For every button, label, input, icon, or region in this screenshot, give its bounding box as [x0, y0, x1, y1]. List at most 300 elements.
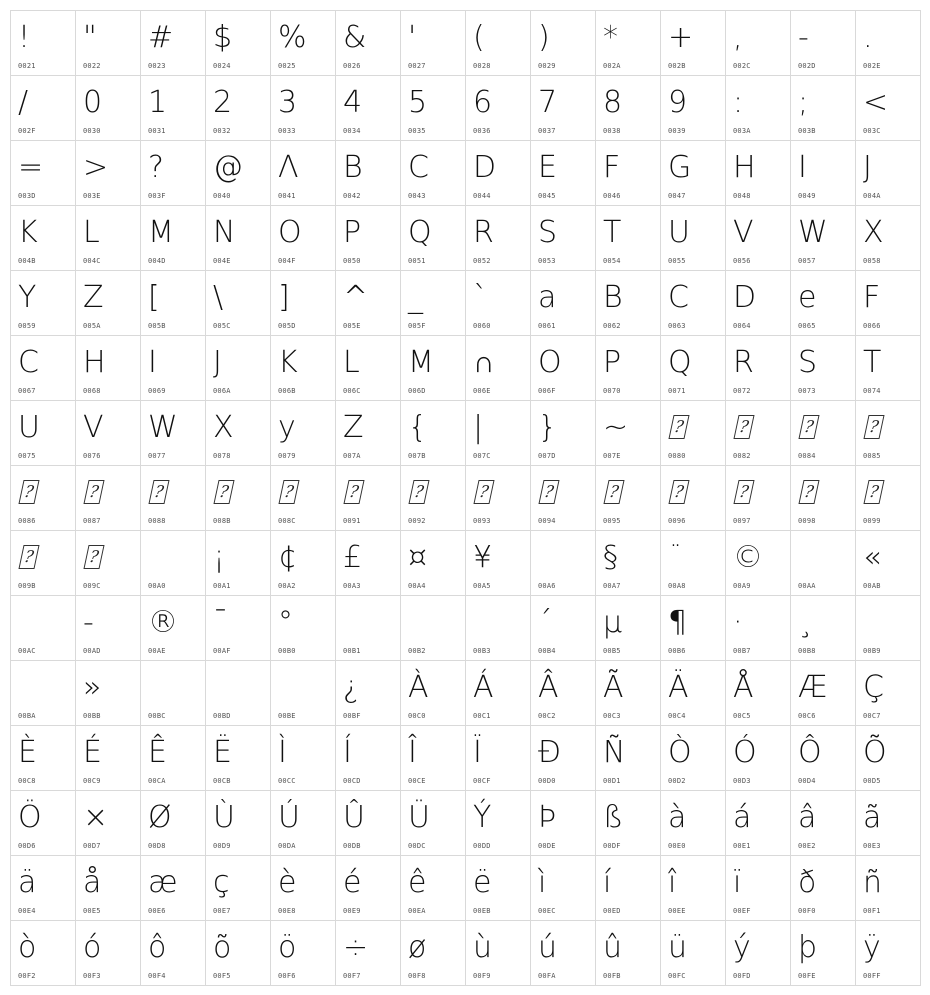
glyph-code-label: 003F — [148, 192, 166, 200]
glyph-sample: ¥ — [473, 540, 493, 575]
glyph-sample: 6 — [473, 85, 493, 120]
glyph-sample: ° — [278, 605, 293, 640]
glyph-code-label: 0022 — [83, 62, 101, 70]
glyph-code-label: 00DC — [408, 842, 426, 850]
missing-glyph-box: ? — [83, 545, 104, 569]
glyph-cell — [206, 921, 271, 986]
glyph-code-label: 00F8 — [408, 972, 426, 980]
glyph-code-label: 00D6 — [18, 842, 36, 850]
glyph-cell — [76, 271, 141, 336]
glyph-cell — [271, 401, 336, 466]
glyph-sample: Ù — [213, 800, 235, 835]
glyph-sample: K — [18, 215, 38, 250]
glyph-sample: Ä — [668, 670, 689, 705]
glyph-cell — [11, 11, 76, 76]
glyph-cell — [531, 141, 596, 206]
glyph-code-label: 00D3 — [733, 777, 751, 785]
glyph-cell — [336, 271, 401, 336]
glyph-code-label: 00D8 — [148, 842, 166, 850]
glyph-sample: , — [733, 20, 743, 55]
glyph-sample: Y — [18, 280, 37, 315]
glyph-code-label: 00EB — [473, 907, 491, 915]
glyph-sample: æ — [148, 865, 178, 900]
glyph-code-label: 00C9 — [83, 777, 101, 785]
glyph-sample: È — [18, 735, 37, 770]
glyph-cell — [401, 206, 466, 271]
glyph-cell — [531, 336, 596, 401]
glyph-code-label: 0071 — [668, 387, 686, 395]
glyph-code-label: 0087 — [83, 517, 101, 525]
glyph-code-label: 00E8 — [278, 907, 296, 915]
glyph-code-label: 0033 — [278, 127, 296, 135]
glyph-cell — [726, 401, 791, 466]
glyph-sample: R — [733, 345, 754, 380]
glyph-sample: ÿ — [863, 930, 881, 965]
glyph-cell — [531, 661, 596, 726]
glyph-code-label: 00FD — [733, 972, 751, 980]
glyph-sample: ∩ — [473, 345, 495, 380]
glyph-code-label: 00B3 — [473, 647, 491, 655]
glyph-sample: ñ — [863, 865, 883, 900]
glyph-cell — [466, 141, 531, 206]
glyph-cell — [856, 401, 921, 466]
glyph-cell — [856, 466, 921, 531]
glyph-cell — [401, 726, 466, 791]
glyph-cell — [531, 791, 596, 856]
glyph-cell — [856, 726, 921, 791]
glyph-code-label: 00FE — [798, 972, 816, 980]
glyph-code-label: 0029 — [538, 62, 556, 70]
glyph-cell — [531, 11, 596, 76]
glyph-code-label: 0078 — [213, 452, 231, 460]
glyph-code-label: 00CF — [473, 777, 491, 785]
glyph-cell — [336, 11, 401, 76]
glyph-sample: U — [18, 410, 40, 445]
glyph-cell — [336, 596, 401, 661]
glyph-sample: ¯ — [213, 605, 228, 640]
missing-glyph-box: ? — [148, 480, 169, 504]
glyph-code-label: 0066 — [863, 322, 881, 330]
glyph-cell — [76, 531, 141, 596]
glyph-code-label: 00E2 — [798, 842, 816, 850]
glyph-sample: è — [278, 865, 297, 900]
glyph-cell — [466, 661, 531, 726]
glyph-code-label: 00FA — [538, 972, 556, 980]
glyph-code-label: 008C — [278, 517, 296, 525]
glyph-code-label: 003C — [863, 127, 881, 135]
glyph-code-label: 00D0 — [538, 777, 556, 785]
glyph-cell — [531, 921, 596, 986]
glyph-cell — [596, 466, 661, 531]
glyph-sample: ´ — [538, 605, 553, 640]
glyph-cell — [206, 596, 271, 661]
glyph-sample: ) — [538, 20, 550, 55]
glyph-code-label: 0052 — [473, 257, 491, 265]
glyph-sample: î — [668, 865, 677, 900]
glyph-sample: E — [538, 150, 557, 185]
glyph-code-label: 00CD — [343, 777, 361, 785]
glyph-cell — [726, 921, 791, 986]
glyph-code-label: 0080 — [668, 452, 686, 460]
glyph-sample: Đ — [538, 735, 562, 770]
glyph-code-label: 0068 — [83, 387, 101, 395]
glyph-cell — [76, 856, 141, 921]
missing-glyph-box: ? — [343, 480, 364, 504]
glyph-cell — [401, 596, 466, 661]
glyph-cell — [856, 661, 921, 726]
glyph-sample: ã — [863, 800, 882, 835]
glyph-sample: % — [278, 20, 307, 55]
glyph-code-label: 0026 — [343, 62, 361, 70]
glyph-code-label: 0021 — [18, 62, 36, 70]
missing-glyph-box: ? — [278, 480, 299, 504]
glyph-code-label: 0086 — [18, 517, 36, 525]
glyph-sample: ~ — [603, 410, 629, 445]
glyph-code-label: 00A7 — [603, 582, 621, 590]
glyph-sample: Ý — [473, 800, 492, 835]
glyph-code-label: 0055 — [668, 257, 686, 265]
glyph-cell — [466, 271, 531, 336]
glyph-code-label: 00CB — [213, 777, 231, 785]
glyph-cell — [856, 76, 921, 141]
glyph-sample: õ — [213, 930, 232, 965]
glyph-sample: Q — [408, 215, 432, 250]
glyph-code-label: 0039 — [668, 127, 686, 135]
glyph-code-label: 0088 — [148, 517, 166, 525]
glyph-sample: â — [798, 800, 817, 835]
glyph-sample: Â — [538, 670, 559, 705]
glyph-cell — [11, 401, 76, 466]
glyph-cell — [11, 141, 76, 206]
glyph-cell — [206, 141, 271, 206]
glyph-sample: _ — [408, 280, 423, 315]
glyph-cell — [856, 271, 921, 336]
glyph-cell — [206, 76, 271, 141]
glyph-cell — [466, 11, 531, 76]
glyph-code-label: 0073 — [798, 387, 816, 395]
glyph-code-label: 00F2 — [18, 972, 36, 980]
glyph-cell — [661, 596, 726, 661]
glyph-sample: J — [213, 345, 222, 380]
glyph-cell — [466, 206, 531, 271]
glyph-cell — [791, 141, 856, 206]
glyph-sample: O — [278, 215, 302, 250]
glyph-sample: Ú — [278, 800, 300, 835]
glyph-code-label: 0035 — [408, 127, 426, 135]
glyph-code-label: 0053 — [538, 257, 556, 265]
glyph-sample: F — [863, 280, 881, 315]
glyph-sample: · — [733, 605, 743, 640]
glyph-code-label: 0056 — [733, 257, 751, 265]
glyph-code-label: 00F6 — [278, 972, 296, 980]
glyph-code-label: 0046 — [603, 192, 621, 200]
glyph-code-label: 002D — [798, 62, 816, 70]
glyph-cell — [466, 596, 531, 661]
glyph-code-label: 00AC — [18, 647, 36, 655]
glyph-cell — [791, 921, 856, 986]
glyph-sample: Ñ — [603, 735, 626, 770]
glyph-code-label: 00B7 — [733, 647, 751, 655]
glyph-cell — [726, 791, 791, 856]
glyph-sample: Æ — [798, 670, 828, 705]
glyph-code-label: 0065 — [798, 322, 816, 330]
glyph-sample: Á — [473, 670, 494, 705]
glyph-sample: Ã — [603, 670, 624, 705]
glyph-cell — [726, 11, 791, 76]
glyph-code-label: 009B — [18, 582, 36, 590]
glyph-code-label: 00A5 — [473, 582, 491, 590]
glyph-cell — [336, 206, 401, 271]
glyph-code-label: 005E — [343, 322, 361, 330]
glyph-code-label: 0023 — [148, 62, 166, 70]
glyph-sample: < — [863, 85, 889, 120]
glyph-code-label: 00C8 — [18, 777, 36, 785]
glyph-sample: × — [83, 800, 109, 835]
glyph-code-label: 0095 — [603, 517, 621, 525]
glyph-sample: ö — [278, 930, 297, 965]
glyph-code-label: 00BB — [83, 712, 101, 720]
glyph-code-label: 007B — [408, 452, 426, 460]
glyph-cell — [856, 531, 921, 596]
glyph-code-label: 00D4 — [798, 777, 816, 785]
missing-glyph-box: ? — [733, 480, 754, 504]
glyph-sample: I — [148, 345, 157, 380]
glyph-sample: S — [538, 215, 558, 250]
glyph-code-label: 00B9 — [863, 647, 881, 655]
glyph-code-label: 0036 — [473, 127, 491, 135]
glyph-cell — [141, 531, 206, 596]
glyph-cell — [141, 856, 206, 921]
glyph-code-label: 00D1 — [603, 777, 621, 785]
glyph-sample: L — [343, 345, 360, 380]
glyph-cell — [271, 791, 336, 856]
glyph-code-label: 00FF — [863, 972, 881, 980]
glyph-cell — [726, 466, 791, 531]
glyph-code-label: 00A1 — [213, 582, 231, 590]
glyph-cell — [11, 661, 76, 726]
glyph-sample: ® — [148, 605, 178, 640]
glyph-cell — [466, 401, 531, 466]
glyph-code-label: 00B8 — [798, 647, 816, 655]
glyph-cell — [726, 596, 791, 661]
glyph-cell — [336, 336, 401, 401]
glyph-cell — [11, 531, 76, 596]
glyph-cell — [401, 791, 466, 856]
glyph-sample: Λ — [278, 150, 299, 185]
glyph-cell — [596, 921, 661, 986]
glyph-code-label: 00F5 — [213, 972, 231, 980]
glyph-code-label: 0098 — [798, 517, 816, 525]
glyph-cell — [791, 336, 856, 401]
glyph-code-label: 0037 — [538, 127, 556, 135]
glyph-sample: 9 — [668, 85, 688, 120]
glyph-sample: C — [668, 280, 689, 315]
glyph-cell — [791, 726, 856, 791]
glyph-sample: P — [603, 345, 622, 380]
glyph-cell — [466, 466, 531, 531]
glyph-sample: ù — [473, 930, 493, 965]
glyph-sample: ß — [603, 800, 624, 835]
glyph-code-label: 00AD — [83, 647, 101, 655]
glyph-sample: * — [603, 20, 618, 55]
glyph-sample: Þ — [538, 800, 557, 835]
missing-glyph-box: ? — [213, 480, 234, 504]
glyph-cell — [791, 466, 856, 531]
glyph-sample: G — [668, 150, 692, 185]
glyph-sample: £ — [343, 540, 363, 575]
glyph-code-label: 00CA — [148, 777, 166, 785]
glyph-sample: 1 — [148, 85, 168, 120]
glyph-code-label: 007A — [343, 452, 361, 460]
glyph-sample: @ — [213, 150, 243, 185]
glyph-cell — [531, 271, 596, 336]
glyph-sample: a — [538, 280, 557, 315]
glyph-code-label: 00A6 — [538, 582, 556, 590]
glyph-sample: K — [278, 345, 298, 380]
glyph-code-label: 00FB — [603, 972, 621, 980]
missing-glyph-box: ? — [668, 480, 689, 504]
glyph-code-label: 00BC — [148, 712, 166, 720]
glyph-sample: í — [603, 865, 612, 900]
glyph-cell — [856, 856, 921, 921]
glyph-code-label: 0043 — [408, 192, 426, 200]
glyph-cell — [531, 76, 596, 141]
glyph-cell — [141, 11, 206, 76]
glyph-code-label: 00B5 — [603, 647, 621, 655]
glyph-sample: T — [603, 215, 622, 250]
glyph-sample: . — [863, 20, 873, 55]
glyph-cell — [531, 726, 596, 791]
glyph-code-label: 005C — [213, 322, 231, 330]
glyph-cell — [206, 206, 271, 271]
glyph-code-label: 0050 — [343, 257, 361, 265]
glyph-cell — [336, 921, 401, 986]
glyph-code-label: 00F3 — [83, 972, 101, 980]
glyph-cell — [401, 76, 466, 141]
glyph-code-label: 00EF — [733, 907, 751, 915]
glyph-sample: V — [733, 215, 754, 250]
glyph-sample: I — [798, 150, 807, 185]
missing-glyph-box: ? — [473, 480, 494, 504]
glyph-cell — [11, 206, 76, 271]
glyph-code-label: 0054 — [603, 257, 621, 265]
glyph-code-label: 0085 — [863, 452, 881, 460]
glyph-code-label: 00D2 — [668, 777, 686, 785]
glyph-code-label: 0044 — [473, 192, 491, 200]
glyph-sample: ` — [473, 280, 488, 315]
glyph-sample: B — [343, 150, 363, 185]
glyph-code-label: 002A — [603, 62, 621, 70]
glyph-cell — [661, 661, 726, 726]
glyph-cell — [466, 791, 531, 856]
glyph-sample: μ — [603, 605, 623, 640]
glyph-code-label: 0024 — [213, 62, 231, 70]
missing-glyph-box: ? — [798, 415, 819, 439]
glyph-code-label: 00D5 — [863, 777, 881, 785]
glyph-cell — [661, 11, 726, 76]
glyph-code-label: 0028 — [473, 62, 491, 70]
glyph-cell — [661, 271, 726, 336]
glyph-cell — [726, 661, 791, 726]
glyph-sample: W — [148, 410, 178, 445]
glyph-cell — [11, 76, 76, 141]
glyph-code-label: 00B4 — [538, 647, 556, 655]
glyph-sample: M — [408, 345, 434, 380]
glyph-code-label: 0093 — [473, 517, 491, 525]
glyph-sample: C — [18, 345, 39, 380]
glyph-sample: \ — [213, 280, 224, 315]
glyph-cell — [206, 531, 271, 596]
glyph-code-label: 006C — [343, 387, 361, 395]
glyph-cell — [76, 206, 141, 271]
glyph-code-label: 0060 — [473, 322, 491, 330]
glyph-sample: û — [603, 930, 623, 965]
glyph-code-label: 00E3 — [863, 842, 881, 850]
glyph-cell — [531, 466, 596, 531]
glyph-sample: ÷ — [343, 930, 369, 965]
glyph-code-label: 005F — [408, 322, 426, 330]
glyph-sample: - — [83, 605, 94, 640]
glyph-cell — [141, 466, 206, 531]
glyph-code-label: 0045 — [538, 192, 556, 200]
glyph-sample: Ø — [148, 800, 172, 835]
glyph-cell — [466, 336, 531, 401]
glyph-cell — [141, 791, 206, 856]
glyph-sample: ¶ — [668, 605, 688, 640]
glyph-code-label: 00DB — [343, 842, 361, 850]
glyph-code-label: 00B2 — [408, 647, 426, 655]
glyph-cell — [791, 791, 856, 856]
glyph-cell — [271, 141, 336, 206]
glyph-cell — [661, 141, 726, 206]
glyph-code-label: 0072 — [733, 387, 751, 395]
missing-glyph-box: ? — [733, 415, 754, 439]
glyph-code-label: 00FC — [668, 972, 686, 980]
glyph-cell — [11, 271, 76, 336]
glyph-code-label: 0079 — [278, 452, 296, 460]
glyph-cell — [661, 76, 726, 141]
glyph-grid — [10, 10, 921, 986]
glyph-sample: X — [863, 215, 884, 250]
glyph-sample: Ï — [473, 735, 482, 770]
glyph-cell — [661, 336, 726, 401]
glyph-cell — [661, 856, 726, 921]
glyph-sample: Ò — [668, 735, 692, 770]
glyph-code-label: 00DE — [538, 842, 556, 850]
glyph-sample: ú — [538, 930, 558, 965]
glyph-cell — [76, 596, 141, 661]
glyph-sample: Ó — [733, 735, 757, 770]
glyph-cell — [76, 76, 141, 141]
glyph-sample: É — [83, 735, 102, 770]
glyph-sample: } — [538, 410, 558, 445]
glyph-sample: F — [603, 150, 621, 185]
glyph-code-label: 00C3 — [603, 712, 621, 720]
glyph-cell — [141, 206, 206, 271]
glyph-sample: 8 — [603, 85, 623, 120]
glyph-sample: W — [798, 215, 828, 250]
glyph-cell — [401, 531, 466, 596]
glyph-cell — [11, 726, 76, 791]
glyph-sample: Ô — [798, 735, 822, 770]
glyph-code-label: 0057 — [798, 257, 816, 265]
glyph-code-label: 00BF — [343, 712, 361, 720]
glyph-sample: ç — [213, 865, 230, 900]
glyph-sample: » — [83, 670, 102, 705]
glyph-sample: Ì — [278, 735, 287, 770]
glyph-sample: y — [278, 410, 296, 445]
glyph-cell — [661, 206, 726, 271]
